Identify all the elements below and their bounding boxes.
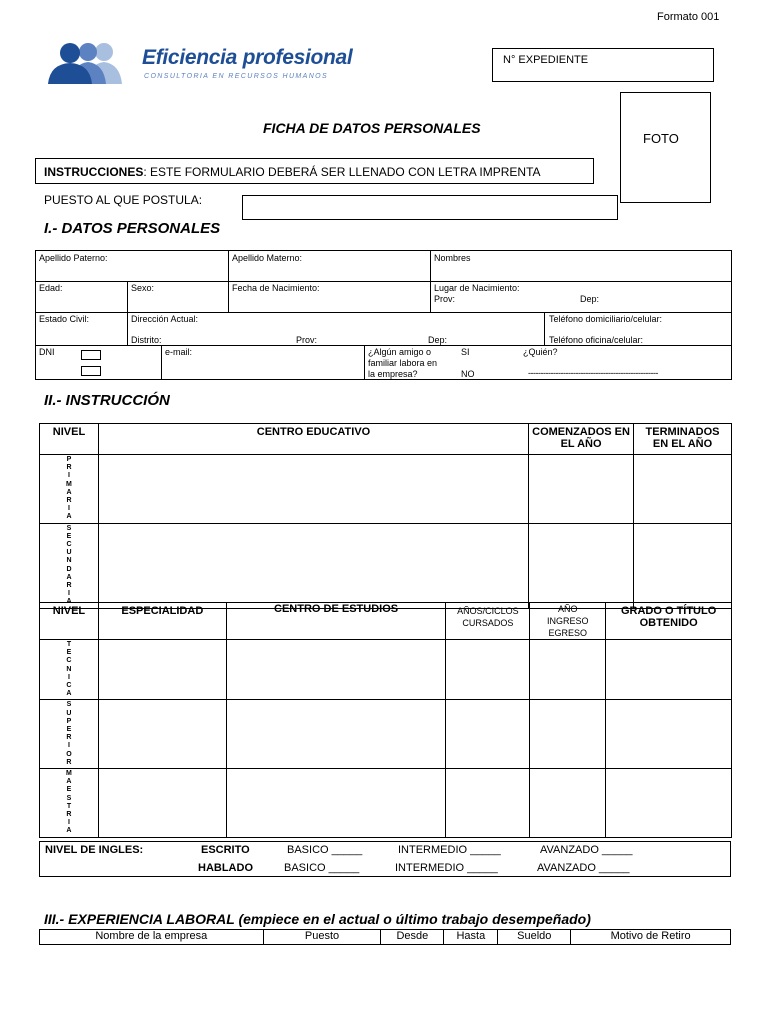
apellido-materno-field[interactable]: Apellido Materno: xyxy=(232,253,303,263)
maestria-grado-cell[interactable] xyxy=(606,769,732,838)
superior-centro-cell[interactable] xyxy=(226,700,446,769)
english-written-label: ESCRITO xyxy=(201,844,250,856)
superior-especialidad-cell[interactable] xyxy=(98,700,226,769)
spoken-basic-option[interactable]: BASICO _____ xyxy=(284,862,360,874)
direccion-field[interactable]: Dirección Actual: xyxy=(131,314,199,324)
spoken-advanced-option[interactable]: AVANZADO _____ xyxy=(537,862,630,874)
tecnica-anos-cell[interactable] xyxy=(446,640,530,700)
header-ano-ingreso: AÑO INGRESO EGRESO xyxy=(530,603,606,640)
edad-field[interactable]: Edad: xyxy=(39,283,63,293)
section-2-title: II.- INSTRUCCIÓN xyxy=(44,392,170,409)
level-primaria-label: PRIMARIA xyxy=(66,456,72,521)
telefono-domicilio-field[interactable]: Teléfono domiciliario/celular: xyxy=(549,314,663,324)
superior-grado-cell[interactable] xyxy=(606,700,732,769)
english-level-box xyxy=(39,841,731,877)
lugar-prov-label: Prov: xyxy=(434,294,456,304)
table-row-maestria xyxy=(40,769,732,838)
tecnica-centro-cell[interactable] xyxy=(226,640,446,700)
header-hasta: Hasta xyxy=(444,930,498,945)
maestria-ingreso-cell[interactable] xyxy=(530,769,606,838)
maestria-anos-cell[interactable] xyxy=(446,769,530,838)
primaria-terminado-cell[interactable] xyxy=(634,455,732,524)
tecnica-ingreso-cell[interactable] xyxy=(530,640,606,700)
header-anos-ciclos: AÑOS/CICLOS CURSADOS xyxy=(446,603,530,640)
table-row-primaria xyxy=(40,455,732,524)
instructions-box xyxy=(35,158,594,184)
header-terminados: TERMINADOS EN EL AÑO xyxy=(634,424,732,455)
header-desde: Desde xyxy=(381,930,444,945)
header-nivel-2: NIVEL xyxy=(40,603,99,640)
amigo-question-line3: la empresa? xyxy=(368,369,418,379)
nombres-field[interactable]: Nombres xyxy=(434,253,471,263)
english-spoken-label: HABLADO xyxy=(198,862,253,874)
written-advanced-option[interactable]: AVANZADO _____ xyxy=(540,844,633,856)
instructions-body: : ESTE FORMULARIO DEBERÁ SER LLENADO CON LETRA IMPRENTA xyxy=(143,165,541,179)
level-tecnica xyxy=(40,640,99,700)
logo-wordmark: Eficiencia profesional xyxy=(142,46,353,69)
instructions-text xyxy=(44,165,541,179)
lugar-dep-label: Dep: xyxy=(580,294,600,304)
quien-line[interactable]: ---------------------------------------------------- xyxy=(528,368,658,378)
primaria-centro-cell[interactable] xyxy=(98,455,528,524)
position-label: PUESTO AL QUE POSTULA: xyxy=(44,193,203,207)
header-especialidad: ESPECIALIDAD xyxy=(98,603,226,640)
form-title: FICHA DE DATOS PERSONALES xyxy=(263,120,481,136)
superior-ingreso-cell[interactable] xyxy=(530,700,606,769)
section-3-title: III.- EXPERIENCIA LABORAL (empiece en el actual o último trabajo desempeñado) xyxy=(44,911,591,927)
amigo-si-option[interactable]: SI xyxy=(461,347,470,357)
header-grado-titulo: GRADO O TÍTULO OBTENIDO xyxy=(606,603,732,640)
dni-checkbox-2[interactable] xyxy=(81,366,101,376)
table-row-tecnica xyxy=(40,640,732,700)
level-superior xyxy=(40,700,99,769)
tecnica-especialidad-cell[interactable] xyxy=(98,640,226,700)
photo-label: FOTO xyxy=(643,131,679,146)
secundaria-terminado-cell[interactable] xyxy=(634,523,732,608)
people-logo-icon xyxy=(46,40,136,84)
dni-checkbox-1[interactable] xyxy=(81,350,101,360)
maestria-especialidad-cell[interactable] xyxy=(98,769,226,838)
quien-label: ¿Quién? xyxy=(523,347,558,357)
expediente-box[interactable] xyxy=(492,48,714,82)
apellido-paterno-field[interactable]: Apellido Paterno: xyxy=(39,253,108,263)
level-superior-label: SUPERIOR xyxy=(66,701,72,766)
fecha-nacimiento-field[interactable]: Fecha de Nacimiento: xyxy=(232,283,320,293)
lugar-nacimiento-field[interactable]: Lugar de Nacimiento: xyxy=(434,283,520,293)
amigo-no-option[interactable]: NO xyxy=(461,369,475,379)
header-comenzados: COMENZADOS EN EL AÑO xyxy=(529,424,634,455)
header-centro-educativo: CENTRO EDUCATIVO xyxy=(98,424,528,455)
level-tecnica-label: TECNICA xyxy=(66,641,72,698)
spoken-intermediate-option[interactable]: INTERMEDIO _____ xyxy=(395,862,498,874)
header-motivo-retiro: Motivo de Retiro xyxy=(571,930,731,945)
table-row-superior xyxy=(40,700,732,769)
header-centro-estudios: CENTRO DE ESTUDIOS xyxy=(226,603,446,640)
superior-anos-cell[interactable] xyxy=(446,700,530,769)
education-table-higher xyxy=(39,602,732,838)
header-nombre-empresa: Nombre de la empresa xyxy=(40,930,264,945)
instructions-label: INSTRUCCIONES xyxy=(44,165,144,179)
position-field[interactable] xyxy=(242,195,618,220)
table-row-secundaria xyxy=(40,523,732,608)
written-intermediate-option[interactable]: INTERMEDIO _____ xyxy=(398,844,501,856)
direccion-prov-label: Prov: xyxy=(296,335,318,345)
level-maestria-label: MAESTRIA xyxy=(66,770,72,835)
level-maestria xyxy=(40,769,99,838)
personal-data-grid xyxy=(35,250,732,380)
maestria-centro-cell[interactable] xyxy=(226,769,446,838)
photo-box[interactable] xyxy=(620,92,711,203)
section-1-title: I.- DATOS PERSONALES xyxy=(44,220,221,237)
written-basic-option[interactable]: BASICO _____ xyxy=(287,844,363,856)
email-field[interactable]: e-mail: xyxy=(165,347,193,357)
estado-civil-field[interactable]: Estado Civil: xyxy=(39,314,90,324)
tecnica-grado-cell[interactable] xyxy=(606,640,732,700)
level-primaria xyxy=(40,455,99,524)
telefono-oficina-field[interactable]: Teléfono oficina/celular: xyxy=(549,335,644,345)
header-sueldo: Sueldo xyxy=(498,930,571,945)
sexo-field[interactable]: Sexo: xyxy=(131,283,155,293)
direccion-dep-label: Dep: xyxy=(428,335,448,345)
amigo-question-line1: ¿Algún amigo o xyxy=(368,347,432,357)
primaria-comenzado-cell[interactable] xyxy=(529,455,634,524)
company-logo xyxy=(46,40,366,86)
header-puesto: Puesto xyxy=(263,930,381,945)
secundaria-comenzado-cell[interactable] xyxy=(529,523,634,608)
logo-tagline: CONSULTORIA EN RECURSOS HUMANOS xyxy=(144,73,329,80)
level-secundaria xyxy=(40,523,99,608)
dni-label: DNI xyxy=(39,347,55,357)
header-nivel: NIVEL xyxy=(40,424,99,455)
expediente-label: N° EXPEDIENTE xyxy=(503,54,589,66)
format-code: Formato 001 xyxy=(657,11,720,23)
work-experience-table xyxy=(39,929,731,945)
secundaria-centro-cell[interactable] xyxy=(98,523,528,608)
english-level-label: NIVEL DE INGLES: xyxy=(45,844,144,856)
level-secundaria-label: SECUNDARIA xyxy=(66,524,72,606)
amigo-question-line2: familiar labora en xyxy=(368,358,438,368)
education-table-basic xyxy=(39,423,732,609)
distrito-label: Distrito: xyxy=(131,335,162,345)
